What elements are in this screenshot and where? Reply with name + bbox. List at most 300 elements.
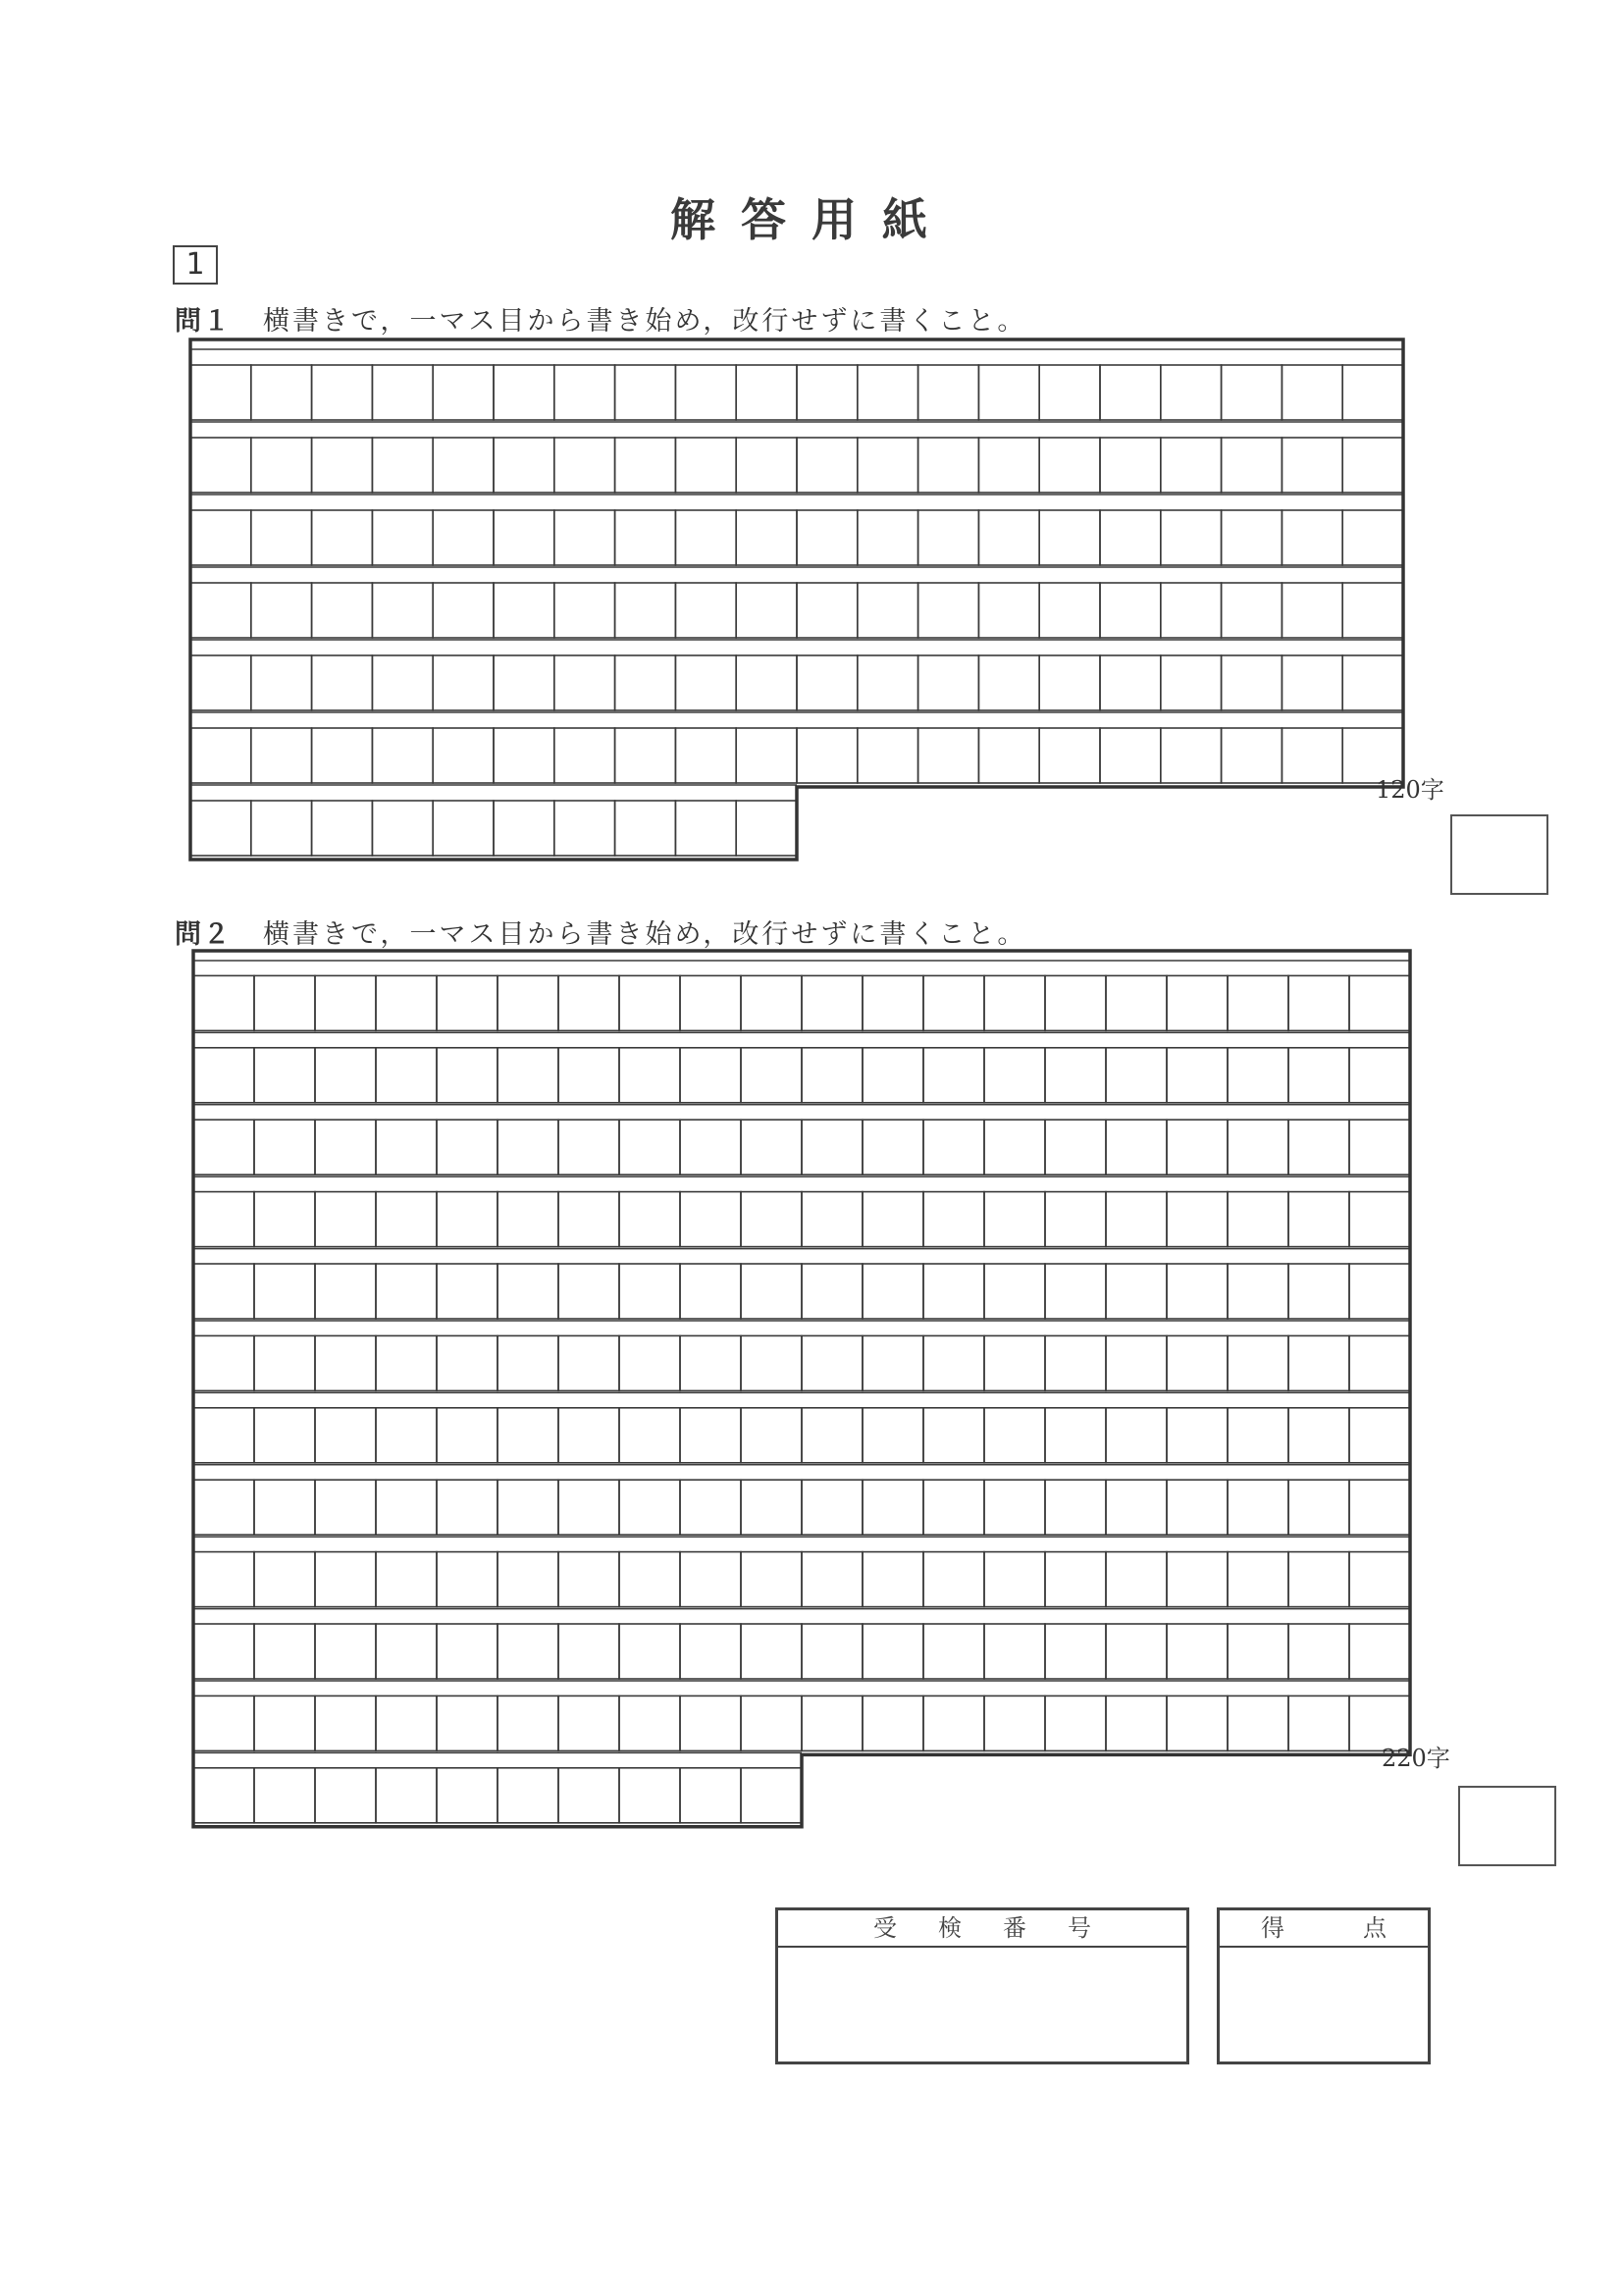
question-1-grid-cell[interactable]	[1282, 583, 1342, 638]
question-1-grid-cell[interactable]	[1039, 510, 1100, 565]
question-2-grid-cell[interactable]	[193, 1696, 254, 1750]
question-1-grid-cell[interactable]	[251, 365, 312, 420]
question-2-grid-cell[interactable]	[254, 1192, 315, 1247]
question-1-grid-cell[interactable]	[1161, 655, 1222, 710]
question-2-grid-cell[interactable]	[984, 975, 1045, 1030]
question-1-grid-cell[interactable]	[1039, 583, 1100, 638]
question-2-grid-cell[interactable]	[619, 975, 680, 1030]
question-2-grid-cell[interactable]	[1106, 1120, 1167, 1174]
question-1-grid-cell[interactable]	[1282, 438, 1342, 493]
question-2-grid-cell[interactable]	[863, 1480, 923, 1535]
question-2-grid-cell[interactable]	[497, 1048, 558, 1103]
question-2-grid-cell[interactable]	[376, 975, 437, 1030]
question-2-grid-cell[interactable]	[315, 1696, 376, 1750]
question-1-grid-cell[interactable]	[554, 801, 615, 856]
question-1-grid-cell[interactable]	[797, 728, 858, 783]
question-2-grid-cell[interactable]	[315, 1192, 376, 1247]
question-2-grid-cell[interactable]	[1167, 1335, 1228, 1390]
question-2-grid-cell[interactable]	[619, 1480, 680, 1535]
question-2-grid-cell[interactable]	[984, 1264, 1045, 1319]
question-2-grid-cell[interactable]	[1045, 1264, 1106, 1319]
question-2-grid-cell[interactable]	[437, 1192, 497, 1247]
question-2-grid-cell[interactable]	[376, 1335, 437, 1390]
question-1-grid-cell[interactable]	[797, 438, 858, 493]
question-2-grid-cell[interactable]	[437, 1624, 497, 1679]
question-1-grid-cell[interactable]	[858, 365, 918, 420]
question-2-grid-cell[interactable]	[1228, 1408, 1288, 1463]
question-2-grid-cell[interactable]	[497, 1480, 558, 1535]
question-2-grid-cell[interactable]	[1106, 1048, 1167, 1103]
question-2-grid-cell[interactable]	[497, 1624, 558, 1679]
question-1-grid-cell[interactable]	[978, 365, 1039, 420]
question-2-grid-cell[interactable]	[984, 1335, 1045, 1390]
question-2-grid-cell[interactable]	[1349, 1048, 1410, 1103]
question-2-grid-cell[interactable]	[923, 1192, 984, 1247]
question-1-grid-cell[interactable]	[554, 583, 615, 638]
question-2-grid-cell[interactable]	[680, 1264, 741, 1319]
question-2-grid-cell[interactable]	[984, 1408, 1045, 1463]
question-1-grid-cell[interactable]	[190, 801, 251, 856]
question-2-grid-cell[interactable]	[558, 1120, 619, 1174]
question-1-grid-cell[interactable]	[797, 655, 858, 710]
question-2-grid-cell[interactable]	[1288, 1480, 1349, 1535]
question-1-grid-cell[interactable]	[1222, 655, 1283, 710]
question-2-grid-cell[interactable]	[741, 1696, 802, 1750]
question-2-grid-cell[interactable]	[1045, 1552, 1106, 1607]
question-2-grid-cell[interactable]	[1288, 975, 1349, 1030]
question-1-grid-cell[interactable]	[1282, 655, 1342, 710]
question-1-grid-cell[interactable]	[918, 365, 979, 420]
question-2-grid-cell[interactable]	[437, 1408, 497, 1463]
question-2-grid-cell[interactable]	[376, 1480, 437, 1535]
question-1-grid-cell[interactable]	[1342, 583, 1403, 638]
question-2-grid-cell[interactable]	[1106, 1335, 1167, 1390]
question-1-grid-cell[interactable]	[190, 510, 251, 565]
question-2-grid-cell[interactable]	[558, 1480, 619, 1535]
question-1-grid-cell[interactable]	[554, 728, 615, 783]
question-2-grid-cell[interactable]	[1167, 975, 1228, 1030]
question-2-grid-cell[interactable]	[741, 1768, 802, 1823]
question-1-grid-cell[interactable]	[372, 728, 433, 783]
question-2-grid-cell[interactable]	[193, 1552, 254, 1607]
question-2-grid-cell[interactable]	[437, 1696, 497, 1750]
question-2-grid-cell[interactable]	[1349, 975, 1410, 1030]
question-2-grid-cell[interactable]	[923, 1624, 984, 1679]
question-2-grid-cell[interactable]	[254, 1480, 315, 1535]
question-2-grid-cell[interactable]	[680, 1696, 741, 1750]
question-2-grid-cell[interactable]	[558, 1624, 619, 1679]
question-2-grid-cell[interactable]	[863, 1552, 923, 1607]
question-1-grid-cell[interactable]	[918, 438, 979, 493]
question-2-grid-cell[interactable]	[315, 1120, 376, 1174]
question-1-grid-cell[interactable]	[312, 801, 373, 856]
question-1-grid-cell[interactable]	[1222, 438, 1283, 493]
question-1-grid-cell[interactable]	[1222, 728, 1283, 783]
question-1-grid-cell[interactable]	[433, 728, 494, 783]
question-1-grid-cell[interactable]	[251, 510, 312, 565]
question-2-grid-cell[interactable]	[1288, 1264, 1349, 1319]
question-1-grid-cell[interactable]	[797, 583, 858, 638]
question-2-grid-cell[interactable]	[1288, 1335, 1349, 1390]
question-2-grid-cell[interactable]	[802, 1120, 863, 1174]
question-1-grid-cell[interactable]	[858, 583, 918, 638]
question-1-grid-cell[interactable]	[1100, 438, 1161, 493]
question-1-grid-cell[interactable]	[858, 728, 918, 783]
question-1-grid-cell[interactable]	[372, 365, 433, 420]
question-1-grid-cell[interactable]	[675, 583, 736, 638]
question-2-grid-cell[interactable]	[741, 1480, 802, 1535]
question-1-grid-cell[interactable]	[1039, 365, 1100, 420]
question-2-grid-cell[interactable]	[1228, 1552, 1288, 1607]
question-2-grid-cell[interactable]	[437, 1264, 497, 1319]
question-2-grid-cell[interactable]	[863, 1264, 923, 1319]
question-1-grid-cell[interactable]	[494, 728, 554, 783]
question-1-grid-cell[interactable]	[736, 655, 797, 710]
question-1-grid-cell[interactable]	[1342, 438, 1403, 493]
question-1-grid-cell[interactable]	[858, 438, 918, 493]
question-2-grid-cell[interactable]	[984, 1480, 1045, 1535]
question-2-grid-cell[interactable]	[1045, 1120, 1106, 1174]
question-1-grid-cell[interactable]	[1100, 728, 1161, 783]
question-2-grid-cell[interactable]	[437, 1120, 497, 1174]
question-1-grid-cell[interactable]	[372, 801, 433, 856]
question-1-grid-cell[interactable]	[1222, 583, 1283, 638]
question-2-grid-cell[interactable]	[437, 1552, 497, 1607]
question-2-grid-cell[interactable]	[558, 1552, 619, 1607]
question-2-grid-cell[interactable]	[680, 1192, 741, 1247]
question-2-grid-cell[interactable]	[1167, 1480, 1228, 1535]
question-2-grid-cell[interactable]	[558, 1768, 619, 1823]
question-1-grid-cell[interactable]	[675, 728, 736, 783]
question-2-grid-cell[interactable]	[680, 1120, 741, 1174]
question-1-grid-cell[interactable]	[372, 655, 433, 710]
question-2-grid-cell[interactable]	[315, 1768, 376, 1823]
question-1-grid-cell[interactable]	[433, 583, 494, 638]
question-2-grid-cell[interactable]	[254, 1120, 315, 1174]
question-2-grid-cell[interactable]	[619, 1264, 680, 1319]
question-2-grid-cell[interactable]	[741, 1624, 802, 1679]
question-2-grid-cell[interactable]	[437, 1335, 497, 1390]
question-2-grid-cell[interactable]	[376, 1192, 437, 1247]
question-2-grid-cell[interactable]	[802, 975, 863, 1030]
question-2-grid-cell[interactable]	[254, 1048, 315, 1103]
question-2-grid-cell[interactable]	[1045, 975, 1106, 1030]
question-2-grid-cell[interactable]	[193, 1192, 254, 1247]
question-2-grid-cell[interactable]	[497, 1120, 558, 1174]
question-2-grid-cell[interactable]	[863, 1192, 923, 1247]
question-1-grid-cell[interactable]	[615, 438, 676, 493]
question-1-grid-cell[interactable]	[1161, 438, 1222, 493]
question-2-grid-cell[interactable]	[802, 1696, 863, 1750]
question-2-grid-cell[interactable]	[497, 975, 558, 1030]
question-2-grid-cell[interactable]	[254, 1696, 315, 1750]
question-1-grid-cell[interactable]	[736, 438, 797, 493]
question-2-grid-cell[interactable]	[923, 975, 984, 1030]
question-1-grid-cell[interactable]	[251, 655, 312, 710]
question-1-grid-cell[interactable]	[675, 655, 736, 710]
question-2-grid-cell[interactable]	[1167, 1624, 1228, 1679]
question-1-grid-cell[interactable]	[615, 365, 676, 420]
question-2-grid-cell[interactable]	[1288, 1120, 1349, 1174]
question-1-grid-cell[interactable]	[978, 438, 1039, 493]
question-1-grid-cell[interactable]	[978, 728, 1039, 783]
question-2-grid-cell[interactable]	[558, 1264, 619, 1319]
question-1-grid-cell[interactable]	[312, 728, 373, 783]
question-1-grid-cell[interactable]	[312, 510, 373, 565]
question-2-grid-cell[interactable]	[497, 1552, 558, 1607]
question-2-grid-cell[interactable]	[1045, 1624, 1106, 1679]
question-2-grid-cell[interactable]	[1288, 1048, 1349, 1103]
question-2-grid-cell[interactable]	[315, 1264, 376, 1319]
question-1-grid-cell[interactable]	[736, 510, 797, 565]
question-2-grid-cell[interactable]	[1045, 1335, 1106, 1390]
question-2-grid-cell[interactable]	[741, 1552, 802, 1607]
question-2-grid-cell[interactable]	[741, 1048, 802, 1103]
question-2-grid-cell[interactable]	[923, 1696, 984, 1750]
question-1-grid-cell[interactable]	[190, 728, 251, 783]
exam-number-box[interactable]	[775, 1907, 1189, 2064]
question-1-grid-cell[interactable]	[675, 438, 736, 493]
question-2-grid-cell[interactable]	[1288, 1696, 1349, 1750]
question-1-grid-cell[interactable]	[372, 510, 433, 565]
question-2-grid-cell[interactable]	[1167, 1552, 1228, 1607]
question-2-grid-cell[interactable]	[1349, 1264, 1410, 1319]
question-2-grid-cell[interactable]	[1167, 1120, 1228, 1174]
question-2-grid-cell[interactable]	[619, 1335, 680, 1390]
question-1-grid-cell[interactable]	[918, 510, 979, 565]
question-2-grid-cell[interactable]	[619, 1768, 680, 1823]
question-2-answer-grid[interactable]	[193, 951, 1410, 1827]
question-2-grid-cell[interactable]	[802, 1408, 863, 1463]
question-1-grid-cell[interactable]	[494, 801, 554, 856]
question-2-grid-cell[interactable]	[619, 1192, 680, 1247]
question-2-grid-cell[interactable]	[1228, 1335, 1288, 1390]
question-2-grid-cell[interactable]	[802, 1552, 863, 1607]
question-2-grid-cell[interactable]	[619, 1408, 680, 1463]
question-2-grid-cell[interactable]	[984, 1696, 1045, 1750]
question-2-grid-cell[interactable]	[193, 1048, 254, 1103]
question-2-grid-cell[interactable]	[923, 1264, 984, 1319]
question-2-grid-cell[interactable]	[1045, 1696, 1106, 1750]
question-2-grid-cell[interactable]	[741, 1192, 802, 1247]
question-2-grid-cell[interactable]	[1349, 1624, 1410, 1679]
question-1-grid-cell[interactable]	[494, 583, 554, 638]
question-1-grid-cell[interactable]	[918, 728, 979, 783]
question-2-grid-cell[interactable]	[984, 1552, 1045, 1607]
question-1-grid-cell[interactable]	[1222, 510, 1283, 565]
question-1-grid-cell[interactable]	[494, 655, 554, 710]
question-2-grid-cell[interactable]	[802, 1192, 863, 1247]
question-1-grid-cell[interactable]	[797, 510, 858, 565]
question-1-grid-cell[interactable]	[858, 655, 918, 710]
question-1-grid-cell[interactable]	[918, 655, 979, 710]
question-1-grid-cell[interactable]	[1161, 510, 1222, 565]
question-1-grid-cell[interactable]	[251, 801, 312, 856]
question-2-grid-cell[interactable]	[1106, 975, 1167, 1030]
question-2-grid-cell[interactable]	[376, 1048, 437, 1103]
question-1-grid-cell[interactable]	[736, 728, 797, 783]
question-2-grid-cell[interactable]	[1349, 1192, 1410, 1247]
question-1-grid-cell[interactable]	[615, 728, 676, 783]
question-1-grid-cell[interactable]	[675, 801, 736, 856]
question-1-grid-cell[interactable]	[1100, 583, 1161, 638]
question-2-grid-cell[interactable]	[923, 1120, 984, 1174]
question-1-grid-cell[interactable]	[1039, 655, 1100, 710]
question-2-grid-cell[interactable]	[984, 1120, 1045, 1174]
question-2-grid-cell[interactable]	[680, 1335, 741, 1390]
question-1-grid-cell[interactable]	[858, 510, 918, 565]
question-2-grid-cell[interactable]	[863, 1335, 923, 1390]
question-2-grid-cell[interactable]	[1167, 1264, 1228, 1319]
question-2-grid-cell[interactable]	[1106, 1408, 1167, 1463]
question-2-grid-cell[interactable]	[1228, 1192, 1288, 1247]
question-2-grid-cell[interactable]	[863, 1624, 923, 1679]
question-1-grid-cell[interactable]	[433, 365, 494, 420]
question-2-grid-cell[interactable]	[497, 1408, 558, 1463]
question-1-grid-cell[interactable]	[190, 655, 251, 710]
question-2-grid-cell[interactable]	[315, 1335, 376, 1390]
question-2-grid-cell[interactable]	[558, 1048, 619, 1103]
question-2-grid-cell[interactable]	[984, 1624, 1045, 1679]
question-2-grid-cell[interactable]	[863, 975, 923, 1030]
question-2-grid-cell[interactable]	[741, 975, 802, 1030]
question-2-grid-cell[interactable]	[802, 1480, 863, 1535]
question-1-grid-cell[interactable]	[615, 583, 676, 638]
question-1-grid-cell[interactable]	[554, 655, 615, 710]
question-1-grid-cell[interactable]	[312, 655, 373, 710]
question-1-grid-cell[interactable]	[736, 801, 797, 856]
question-2-grid-cell[interactable]	[254, 1408, 315, 1463]
question-1-grid-cell[interactable]	[372, 583, 433, 638]
question-1-grid-cell[interactable]	[1039, 438, 1100, 493]
question-2-grid-cell[interactable]	[1288, 1408, 1349, 1463]
question-2-grid-cell[interactable]	[1228, 1624, 1288, 1679]
question-2-grid-cell[interactable]	[680, 1624, 741, 1679]
question-2-grid-cell[interactable]	[802, 1335, 863, 1390]
question-2-grid-cell[interactable]	[923, 1335, 984, 1390]
question-1-grid-cell[interactable]	[615, 801, 676, 856]
question-2-grid-cell[interactable]	[558, 1408, 619, 1463]
question-2-grid-cell[interactable]	[863, 1048, 923, 1103]
question-2-grid-cell[interactable]	[254, 1552, 315, 1607]
question-2-grid-cell[interactable]	[863, 1120, 923, 1174]
question-2-grid-cell[interactable]	[802, 1624, 863, 1679]
question-2-grid-cell[interactable]	[1228, 1264, 1288, 1319]
question-2-grid-cell[interactable]	[315, 1408, 376, 1463]
question-2-grid-cell[interactable]	[558, 1192, 619, 1247]
question-2-grid-cell[interactable]	[315, 1624, 376, 1679]
question-1-grid-cell[interactable]	[372, 438, 433, 493]
question-2-grid-cell[interactable]	[193, 1408, 254, 1463]
question-1-grid-cell[interactable]	[1100, 655, 1161, 710]
question-2-grid-cell[interactable]	[1349, 1480, 1410, 1535]
question-2-grid-cell[interactable]	[1045, 1192, 1106, 1247]
question-2-grid-cell[interactable]	[1349, 1552, 1410, 1607]
question-1-grid-cell[interactable]	[190, 583, 251, 638]
question-1-grid-cell[interactable]	[190, 365, 251, 420]
question-1-grid-cell[interactable]	[978, 655, 1039, 710]
question-1-grid-cell[interactable]	[1161, 365, 1222, 420]
question-1-grid-cell[interactable]	[797, 365, 858, 420]
question-1-grid-cell[interactable]	[736, 365, 797, 420]
question-2-grid-cell[interactable]	[254, 1264, 315, 1319]
question-2-grid-cell[interactable]	[680, 1552, 741, 1607]
question-2-grid-cell[interactable]	[1228, 1480, 1288, 1535]
question-1-grid-cell[interactable]	[494, 510, 554, 565]
question-1-grid-cell[interactable]	[1342, 655, 1403, 710]
question-2-grid-cell[interactable]	[1045, 1480, 1106, 1535]
question-2-grid-cell[interactable]	[1228, 1696, 1288, 1750]
question-1-grid-cell[interactable]	[554, 510, 615, 565]
question-2-grid-cell[interactable]	[193, 1480, 254, 1535]
question-1-grid-cell[interactable]	[918, 583, 979, 638]
question-1-grid-cell[interactable]	[978, 583, 1039, 638]
question-2-grid-cell[interactable]	[619, 1048, 680, 1103]
question-2-grid-cell[interactable]	[1349, 1335, 1410, 1390]
question-2-grid-cell[interactable]	[254, 1335, 315, 1390]
question-2-grid-cell[interactable]	[315, 975, 376, 1030]
question-1-grid-cell[interactable]	[736, 583, 797, 638]
question-2-grid-cell[interactable]	[1045, 1048, 1106, 1103]
question-2-grid-cell[interactable]	[193, 1264, 254, 1319]
question-1-grid-cell[interactable]	[251, 583, 312, 638]
question-2-grid-cell[interactable]	[680, 1048, 741, 1103]
question-2-grid-cell[interactable]	[1349, 1408, 1410, 1463]
question-2-grid-cell[interactable]	[1106, 1624, 1167, 1679]
question-2-grid-cell[interactable]	[741, 1264, 802, 1319]
question-1-grid-cell[interactable]	[190, 438, 251, 493]
question-1-grid-cell[interactable]	[675, 365, 736, 420]
question-2-grid-cell[interactable]	[376, 1696, 437, 1750]
question-2-grid-cell[interactable]	[619, 1696, 680, 1750]
question-2-grid-cell[interactable]	[437, 1480, 497, 1535]
question-2-grid-cell[interactable]	[680, 1480, 741, 1535]
question-2-grid-cell[interactable]	[1228, 975, 1288, 1030]
question-1-grid-cell[interactable]	[1282, 510, 1342, 565]
question-1-grid-cell[interactable]	[312, 583, 373, 638]
question-2-grid-cell[interactable]	[376, 1120, 437, 1174]
question-1-grid-cell[interactable]	[433, 655, 494, 710]
question-2-grid-cell[interactable]	[193, 975, 254, 1030]
question-2-grid-cell[interactable]	[1228, 1120, 1288, 1174]
question-2-grid-cell[interactable]	[193, 1768, 254, 1823]
question-2-grid-cell[interactable]	[1349, 1120, 1410, 1174]
question-2-grid-cell[interactable]	[1045, 1408, 1106, 1463]
question-1-grid-cell[interactable]	[251, 728, 312, 783]
question-2-grid-cell[interactable]	[680, 1768, 741, 1823]
question-2-grid-cell[interactable]	[437, 975, 497, 1030]
question-2-grid-cell[interactable]	[497, 1335, 558, 1390]
question-2-grid-cell[interactable]	[558, 1335, 619, 1390]
question-2-grid-cell[interactable]	[437, 1048, 497, 1103]
question-1-grid-cell[interactable]	[554, 365, 615, 420]
question-1-grid-cell[interactable]	[312, 365, 373, 420]
question-2-grid-cell[interactable]	[497, 1696, 558, 1750]
question-2-grid-cell[interactable]	[376, 1624, 437, 1679]
question-2-grid-cell[interactable]	[254, 1768, 315, 1823]
question-1-answer-grid[interactable]	[190, 339, 1403, 860]
question-2-grid-cell[interactable]	[741, 1408, 802, 1463]
question-2-grid-cell[interactable]	[558, 1696, 619, 1750]
question-2-grid-cell[interactable]	[1106, 1264, 1167, 1319]
question-2-grid-cell[interactable]	[741, 1335, 802, 1390]
question-2-grid-cell[interactable]	[863, 1408, 923, 1463]
question-1-grid-cell[interactable]	[978, 510, 1039, 565]
question-2-grid-cell[interactable]	[802, 1048, 863, 1103]
question-1-grid-cell[interactable]	[433, 801, 494, 856]
question-2-grid-cell[interactable]	[619, 1120, 680, 1174]
question-2-grid-cell[interactable]	[1106, 1552, 1167, 1607]
